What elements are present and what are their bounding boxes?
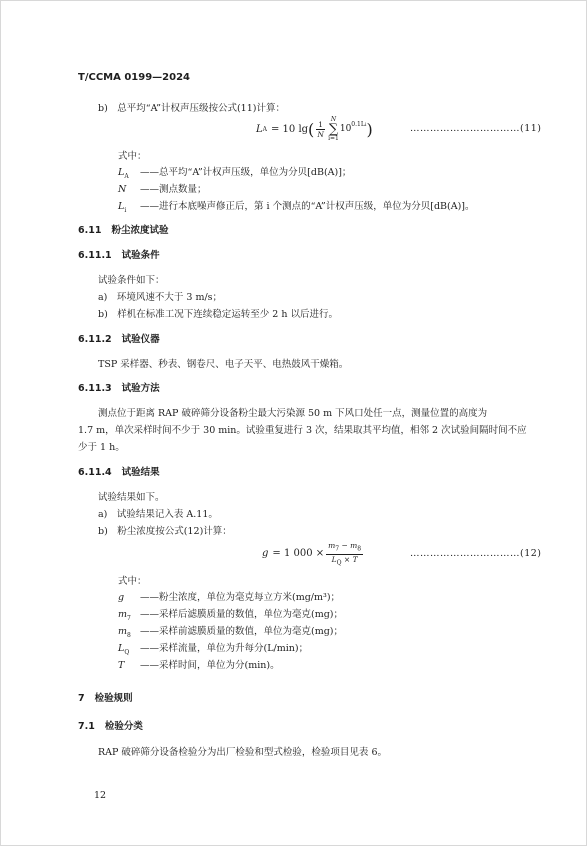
- symbol-desc: ——采样前滤膜质量的数值，单位为毫克(mg)；: [140, 626, 344, 637]
- section-number: 7: [78, 693, 85, 704]
- symbol-desc: ——粉尘浓度，单位为毫克每立方米(mg/m³)；: [140, 592, 341, 603]
- symbol-desc: ——进行本底噪声修正后，第 i 个测点的“A”计权声压级，单位为分贝[dB(A)]。: [140, 201, 475, 212]
- section-6-11-4: [78, 468, 160, 478]
- conditions-intro: 试验条件如下：: [98, 275, 165, 286]
- section-title: 粉尘浓度试验: [111, 225, 169, 236]
- section-number: 6.11.4: [78, 467, 112, 478]
- classification-text: RAP 破碎筛分设备检验分为出厂检验和型式检验，检验项目见表 6。: [98, 747, 387, 758]
- section-6-11-3: [78, 384, 160, 394]
- symbol-sub: i: [124, 206, 127, 214]
- section-6-11-2: [78, 335, 160, 345]
- sigma-symbol: ∑: [328, 122, 339, 137]
- formula-12-fraction: [326, 542, 363, 566]
- var: m: [328, 541, 336, 550]
- formula-11-paren-close: ): [366, 119, 373, 139]
- section-title: 检验分类: [104, 721, 143, 732]
- section-title: 试验条件: [121, 250, 160, 261]
- formula-11-sum: [328, 117, 339, 142]
- var-sub: 7: [335, 545, 340, 553]
- symbol: T: [118, 660, 125, 671]
- section-title: 试验结果: [121, 467, 160, 478]
- var: × T: [341, 554, 358, 564]
- formula-11-power-exp-sub: i: [364, 121, 367, 128]
- where-label-1: 式中：: [118, 151, 147, 162]
- where-1-row-0: [118, 168, 351, 180]
- section-number: 6.11.3: [78, 383, 112, 394]
- formula-11-sum-top: N: [330, 116, 337, 123]
- formula-11-prefix: = 10 lg: [270, 123, 309, 135]
- symbol: m: [118, 609, 128, 620]
- method-line-2: 1.7 m，单次采样时间不少于 30 min。试验重复进行 3 次，结果取其平均值，相邻 2 次试验间隔时间不应: [78, 425, 527, 436]
- symbol: L: [118, 643, 125, 654]
- result-b: b) 粉尘浓度按公式(12)计算：: [98, 526, 232, 537]
- formula-11-lhs: L: [256, 123, 263, 135]
- symbol-desc: ——测点数量；: [140, 184, 207, 195]
- where-2-row-0: [118, 593, 340, 603]
- symbol-sub: 8: [127, 631, 131, 639]
- results-intro: 试验结果如下。: [98, 492, 165, 503]
- section-number: 6.11.1: [78, 250, 112, 261]
- formula-11-power-exp: 0.1L: [351, 120, 365, 128]
- formula-11-frac-den: N: [317, 130, 324, 139]
- var: − m: [339, 541, 358, 550]
- symbol: L: [118, 201, 125, 212]
- symbol: g: [118, 592, 125, 603]
- where-2-row-3: [118, 644, 308, 656]
- formula-11-sum-bottom: i=1: [328, 135, 339, 142]
- section-number: 6.11: [78, 225, 102, 236]
- where-2-row-2: [118, 627, 343, 639]
- formula-11-number: ……………………………(11): [410, 123, 542, 134]
- formula-11-fraction: [316, 121, 325, 139]
- formula-11: [256, 117, 373, 142]
- symbol: L: [118, 167, 125, 178]
- section-6-11-1: [78, 251, 160, 261]
- method-line-3: 少于 1 h。: [78, 442, 125, 453]
- formula-12-prefix: = 1 000 ×: [272, 548, 325, 559]
- page-number: 12: [94, 790, 107, 801]
- formula-11-paren-open: (: [308, 119, 315, 139]
- where-1-row-1: [118, 185, 207, 195]
- symbol-desc: ——采样流量，单位为升每分(L/min)；: [140, 643, 309, 654]
- formula-12-number: ……………………………(12): [410, 548, 542, 559]
- formula-12-numerator: [326, 542, 363, 555]
- formula-12-denominator: [332, 555, 358, 567]
- symbol-sub: 7: [127, 614, 131, 622]
- method-line-1: 测点位于距离 RAP 破碎筛分设备粉尘最大污染源 50 m 下风口处任一点，测量位置的高度为: [98, 408, 488, 419]
- section-title: 检验规则: [94, 693, 133, 704]
- section-title: 试验仪器: [121, 334, 160, 345]
- formula-11-lhs-sub: A: [262, 125, 267, 133]
- symbol-desc: ——采样时间，单位为分(min)。: [140, 660, 280, 671]
- symbol: m: [118, 626, 128, 637]
- section-title: 试验方法: [121, 383, 160, 394]
- symbol-desc: ——总平均“A”计权声压级，单位为分贝[dB(A)]；: [140, 167, 352, 178]
- condition-a: a) 环境风速不大于 3 m/s；: [98, 292, 223, 303]
- formula-12: [262, 542, 365, 566]
- symbol-sub: Q: [124, 648, 130, 656]
- where-2-row-1: [118, 610, 343, 622]
- section-number: 7.1: [78, 721, 95, 732]
- var-sub: Q: [336, 559, 342, 566]
- where-label-2: 式中：: [118, 576, 147, 587]
- condition-b: b) 样机在标准工况下连续稳定运转至少 2 h 以后进行。: [98, 309, 339, 320]
- instruments-text: TSP 采样器、秒表、钢卷尺、电子天平、电热鼓风干燥箱。: [98, 359, 349, 370]
- where-2-row-4: [118, 661, 280, 671]
- item-b-total-sound: b) 总平均“A”计权声压级按公式(11)计算：: [98, 103, 285, 114]
- var-sub: 8: [357, 545, 362, 553]
- where-1-row-2: [118, 202, 475, 214]
- formula-11-power: 10: [339, 124, 352, 134]
- section-6-11: [78, 226, 168, 236]
- section-number: 6.11.2: [78, 334, 112, 345]
- symbol: N: [118, 184, 127, 195]
- section-7: [78, 694, 133, 704]
- section-7-1: [78, 722, 143, 732]
- symbol-sub: A: [124, 172, 129, 180]
- document-id: T/CCMA 0199—2024: [78, 72, 190, 83]
- symbol-desc: ——采样后滤膜质量的数值，单位为毫克(mg)；: [140, 609, 344, 620]
- result-a: a) 试验结果记入表 A.11。: [98, 509, 218, 520]
- var: L: [331, 554, 337, 564]
- formula-11-frac-num: 1: [318, 119, 324, 129]
- formula-12-lhs: g: [262, 548, 269, 559]
